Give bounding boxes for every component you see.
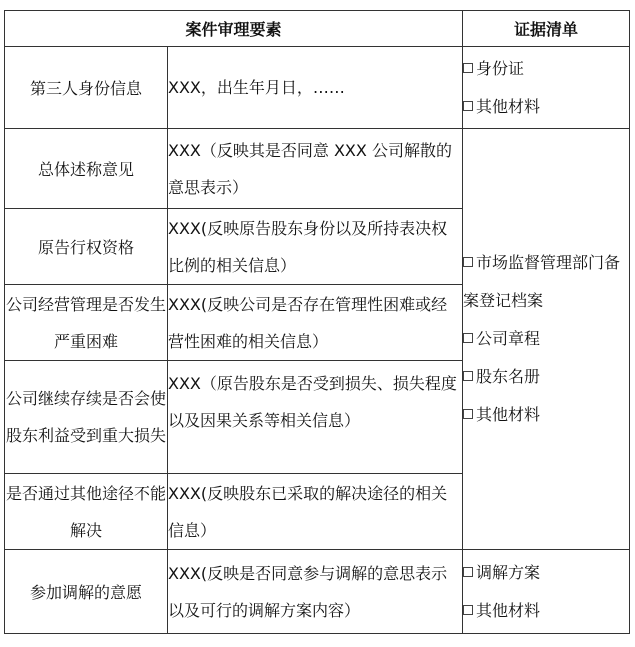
- row-content: XXX(反映原告股东身份以及所持表决权比例的相关信息）: [168, 209, 463, 285]
- checkbox-icon: [463, 605, 473, 615]
- checkbox-icon: [463, 63, 473, 73]
- evidence-cell: [463, 550, 630, 634]
- evidence-item: 身份证: [463, 50, 629, 88]
- evidence-cell: [463, 129, 630, 550]
- row-label: 公司经营管理是否发生严重困难: [5, 285, 168, 361]
- evidence-item: 调解方案: [463, 554, 629, 592]
- evidence-item: 其他材料: [463, 592, 629, 630]
- evidence-item: 公司章程: [463, 320, 629, 358]
- checkbox-icon: [463, 567, 473, 577]
- evidence-text-part1: 市场监督管理部门备案登记档案: [463, 253, 621, 310]
- case-elements-table: [4, 10, 630, 634]
- row-content: XXX（原告股东是否受到损失、损失程度以及因果关系等相关信息）: [168, 361, 463, 474]
- evidence-cell: [463, 47, 630, 129]
- checkbox-icon: [463, 101, 473, 111]
- checkbox-icon: [463, 409, 473, 419]
- evidence-item: 其他材料: [463, 396, 629, 434]
- row-label: 第三人身份信息: [5, 47, 168, 129]
- checkbox-icon: [463, 257, 473, 267]
- table-row: [5, 47, 630, 129]
- row-content: XXX（反映其是否同意 XXX 公司解散的意思表示）: [168, 129, 463, 209]
- row-content: XXX(反映股东已采取的解决途径的相关信息）: [168, 474, 463, 550]
- evidence-item: [463, 244, 629, 320]
- row-content: XXX，出生年月日，……: [168, 47, 463, 129]
- table-row: [5, 550, 630, 634]
- row-label: 是否通过其他途径不能解决: [5, 474, 168, 550]
- row-label: 原告行权资格: [5, 209, 168, 285]
- table-header-row: [5, 11, 630, 47]
- row-content: XXX(反映是否同意参与调解的意思表示以及可行的调解方案内容）: [168, 550, 463, 634]
- row-label: 公司继续存续是否会使股东利益受到重大损失: [5, 361, 168, 474]
- evidence-item: 其他材料: [463, 88, 629, 126]
- row-label: 总体述称意见: [5, 129, 168, 209]
- checkbox-icon: [463, 371, 473, 381]
- checkbox-icon: [463, 333, 473, 343]
- row-label: 参加调解的意愿: [5, 550, 168, 634]
- evidence-header: 证据清单: [463, 11, 630, 47]
- evidence-item: 股东名册: [463, 358, 629, 396]
- table-row: [5, 129, 630, 209]
- factors-header: 案件审理要素: [5, 11, 463, 47]
- row-content: XXX(反映公司是否存在管理性困难或经营性困难的相关信息）: [168, 285, 463, 361]
